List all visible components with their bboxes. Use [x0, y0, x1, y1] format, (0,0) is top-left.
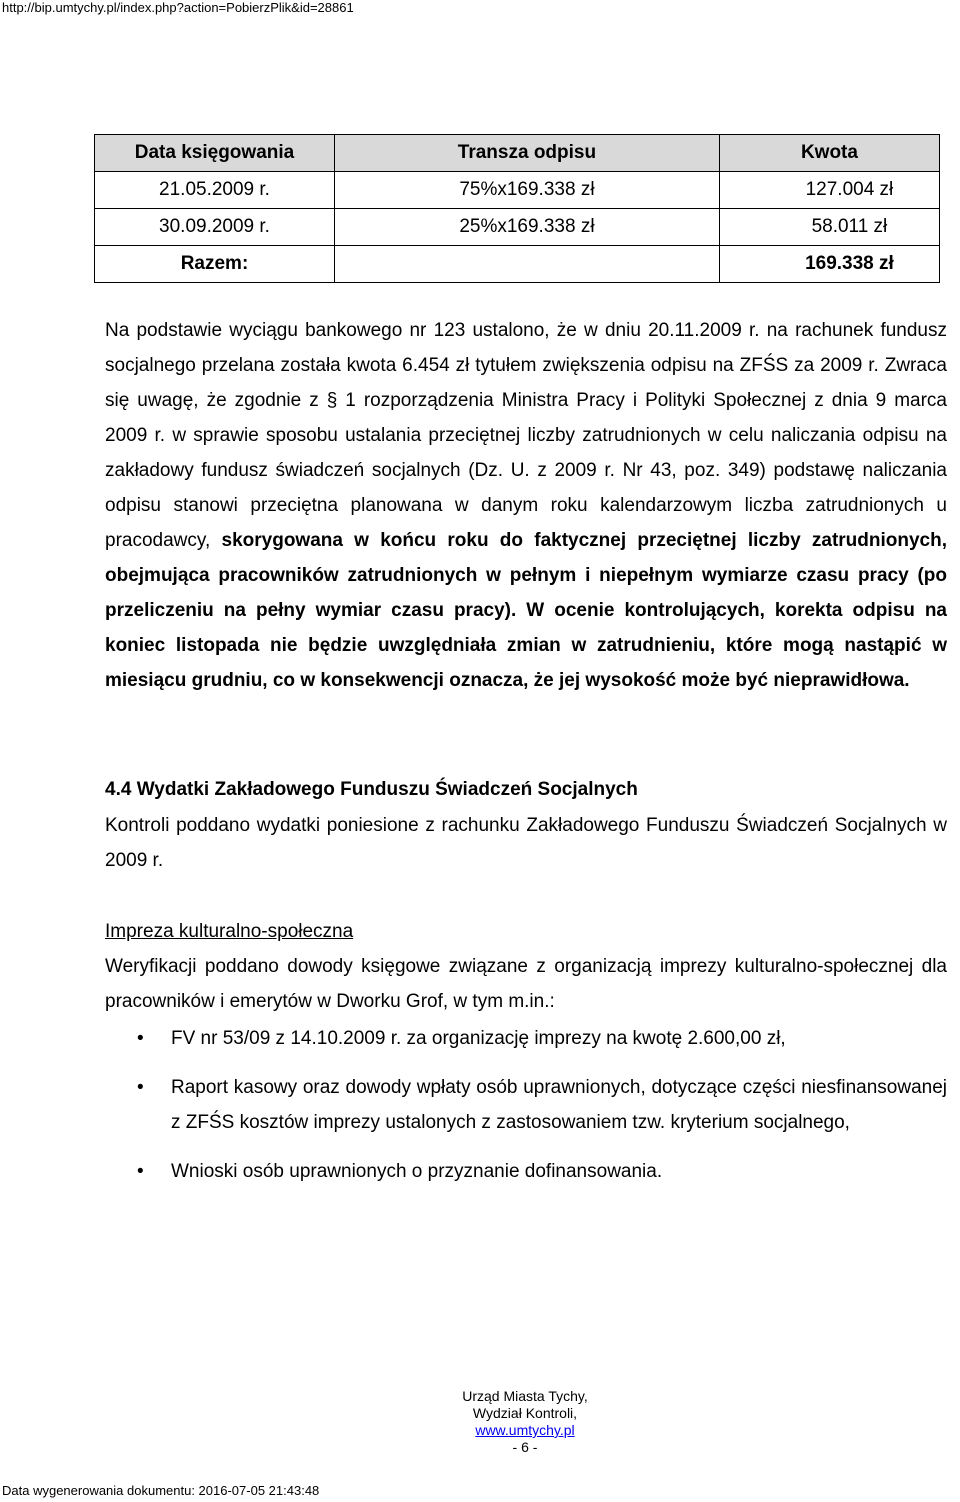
list-item-text: Wnioski osób uprawnionych o przyznanie dofinansowania. — [171, 1161, 663, 1182]
column-header-date: Data księgowania — [95, 135, 335, 172]
cell-date: 30.09.2009 r. — [95, 209, 335, 246]
section-number: 4.4 — [105, 779, 132, 800]
cell-tranche: 75%x169.338 zł — [335, 172, 720, 209]
footer-office: Urząd Miasta Tychy, — [462, 1388, 588, 1404]
table-total-row — [95, 246, 940, 283]
paragraph-odpis-text: Na podstawie wyciągu bankowego nr 123 ustalono, że w dniu 20.11.2009 r. na rachunek fundusz socjalnego przelana została kwota 6.454 zł tytułem zwiększenia odpisu na ZFŚS za 2009 r. Zwraca się uwagę, że zgodnie z § 1 rozporządzenia Ministra Pracy i Polityki Społecznej z dnia 9 marca 2009 r. w sprawie sposobu ustalania przeciętnej liczby zatrudnionych w celu naliczania odpisu na zakładowy fundusz świadczeń socjalnych (Dz. U. z 2009 r. Nr 43, poz. 349) podstawę naliczania odpisu stanowi przeciętna planowana w danym roku kalendarzowym liczba zatrudnionych u pracodawcy, — [105, 320, 947, 551]
column-header-tranche: Transza odpisu — [335, 135, 720, 172]
footer-department: Wydział Kontroli, — [472, 1405, 578, 1421]
table-header-row — [95, 135, 940, 172]
page-number: - 6 - — [512, 1439, 538, 1455]
total-amount: 169.338 zł — [719, 246, 939, 283]
footer-website-link[interactable]: www.umtychy.pl — [475, 1422, 575, 1438]
page-footer — [420, 1388, 630, 1456]
subsection-heading: Impreza kulturalno-społeczna — [105, 921, 354, 942]
cell-date: 21.05.2009 r. — [95, 172, 335, 209]
total-label: Razem: — [95, 246, 335, 283]
table-row — [95, 172, 940, 209]
subsection-text: Weryfikacji poddano dowody księgowe związane z organizacją imprezy kulturalno-społecznej dla pracowników i emerytów w Dworku Grof, w tym m.in.: — [105, 956, 947, 1012]
cell-tranche: 25%x169.338 zł — [335, 209, 720, 246]
document-list — [105, 1021, 947, 1189]
list-item — [105, 1070, 947, 1140]
column-header-amount: Kwota — [719, 135, 939, 172]
table-row — [95, 209, 940, 246]
list-item — [105, 1021, 947, 1056]
paragraph-odpis — [105, 313, 947, 698]
list-item-text: Raport kasowy oraz dowody wpłaty osób uprawnionych, dotyczące części niesfinansowanej z ZFŚS kosztów imprezy ustalonych z zastosowaniem tzw. kryterium socjalnego, — [171, 1077, 947, 1133]
list-item-text: FV nr 53/09 z 14.10.2009 r. za organizację imprezy na kwotę 2.600,00 zł, — [171, 1028, 786, 1049]
section-heading — [105, 772, 638, 807]
bullet-icon: • — [137, 1077, 144, 1098]
bullet-icon: • — [137, 1028, 144, 1049]
generation-timestamp: Data wygenerowania dokumentu: 2016-07-05 21:43:48 — [2, 1483, 320, 1498]
total-empty-cell — [335, 246, 720, 283]
cell-amount: 58.011 zł — [719, 209, 939, 246]
cell-amount: 127.004 zł — [719, 172, 939, 209]
list-item — [105, 1154, 947, 1189]
section-intro: Kontroli poddano wydatki poniesione z rachunku Zakładowego Funduszu Świadczeń Socjalnych w 2009 r. — [105, 815, 947, 871]
odpis-table — [94, 134, 940, 283]
paragraph-odpis-emphasis: skorygowana w końcu roku do faktycznej przeciętnej liczby zatrudnionych, obejmująca pracowników zatrudnionych w pełnym i niepełnym wymiarze czasu pracy (po przeliczeniu na pełny wymiar czasu pracy). W ocenie kontrolujących, korekta odpisu na koniec listopada nie będzie uwzględniała zmian w zatrudnieniu, które mogą nastąpić w miesiącu grudniu, co w konsekwencji oznacza, że jej wysokość może być nieprawidłowa. — [105, 530, 948, 691]
source-url: http://bip.umtychy.pl/index.php?action=PobierzPlik&id=28861 — [2, 0, 354, 15]
section-title: Wydatki Zakładowego Funduszu Świadczeń Socjalnych — [136, 779, 638, 800]
bullet-icon: • — [137, 1161, 144, 1182]
